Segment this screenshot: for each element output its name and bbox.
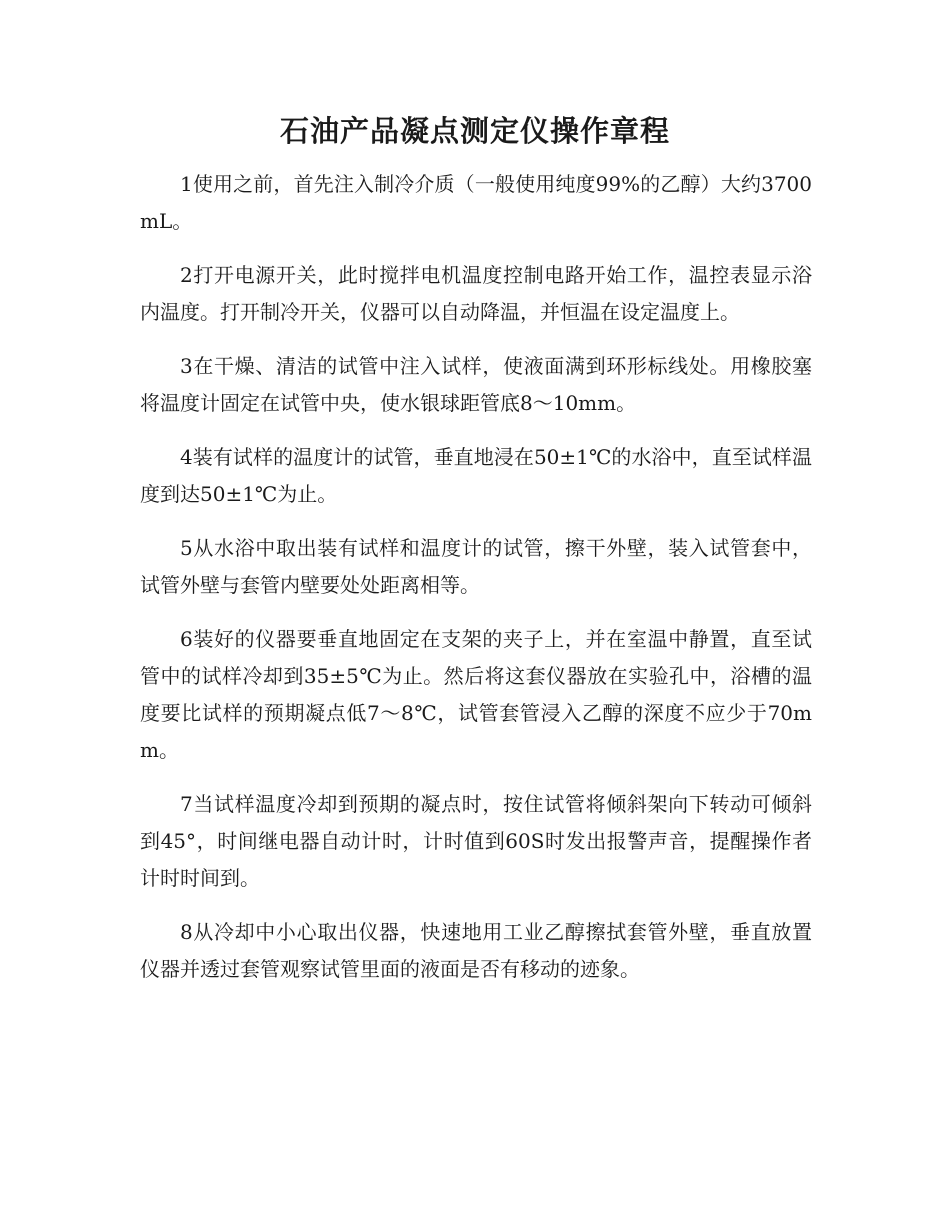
document-body xyxy=(140,166,812,1005)
paragraph-step-7: 7当试样温度冷却到预期的凝点时，按住试管将倾斜架向下转动可倾斜到45°，时间继电器自动计时，计时值到60S时发出报警声音，提醒操作者计时时间到。 xyxy=(140,792,812,890)
paragraph-step-3: 3在干燥、清洁的试管中注入试样，使液面满到环形标线处。用橡胶塞将温度计固定在试管中央，使水银球距管底8～10mm。 xyxy=(140,354,812,415)
paragraph-step-1: 1使用之前，首先注入制冷介质（一般使用纯度99%的乙醇）大约3700mL。 xyxy=(140,172,812,233)
paragraph-step-4: 4装有试样的温度计的试管，垂直地浸在50±1℃的水浴中，直至试样温度到达50±1℃为止。 xyxy=(140,445,812,506)
document-title: 石油产品凝点测定仪操作章程 xyxy=(279,114,670,148)
paragraph-step-8: 8从冷却中小心取出仪器，快速地用工业乙醇擦拭套管外壁，垂直放置仪器并透过套管观察试管里面的液面是否有移动的迹象。 xyxy=(140,920,812,981)
paragraph-step-2: 2打开电源开关，此时搅拌电机温度控制电路开始工作，温控表显示浴内温度。打开制冷开关，仪器可以自动降温，并恒温在设定温度上。 xyxy=(140,263,812,324)
paragraph-step-6: 6装好的仪器要垂直地固定在支架的夹子上，并在室温中静置，直至试管中的试样冷却到35±5℃为止。然后将这套仪器放在实验孔中，浴槽的温度要比试样的预期凝点低7～8℃，试管套管浸入乙醇的深度不应少于70mm。 xyxy=(140,627,812,762)
paragraph-step-5: 5从水浴中取出装有试样和温度计的试管，擦干外壁，装入试管套中，试管外壁与套管内壁要处处距离相等。 xyxy=(140,536,812,597)
